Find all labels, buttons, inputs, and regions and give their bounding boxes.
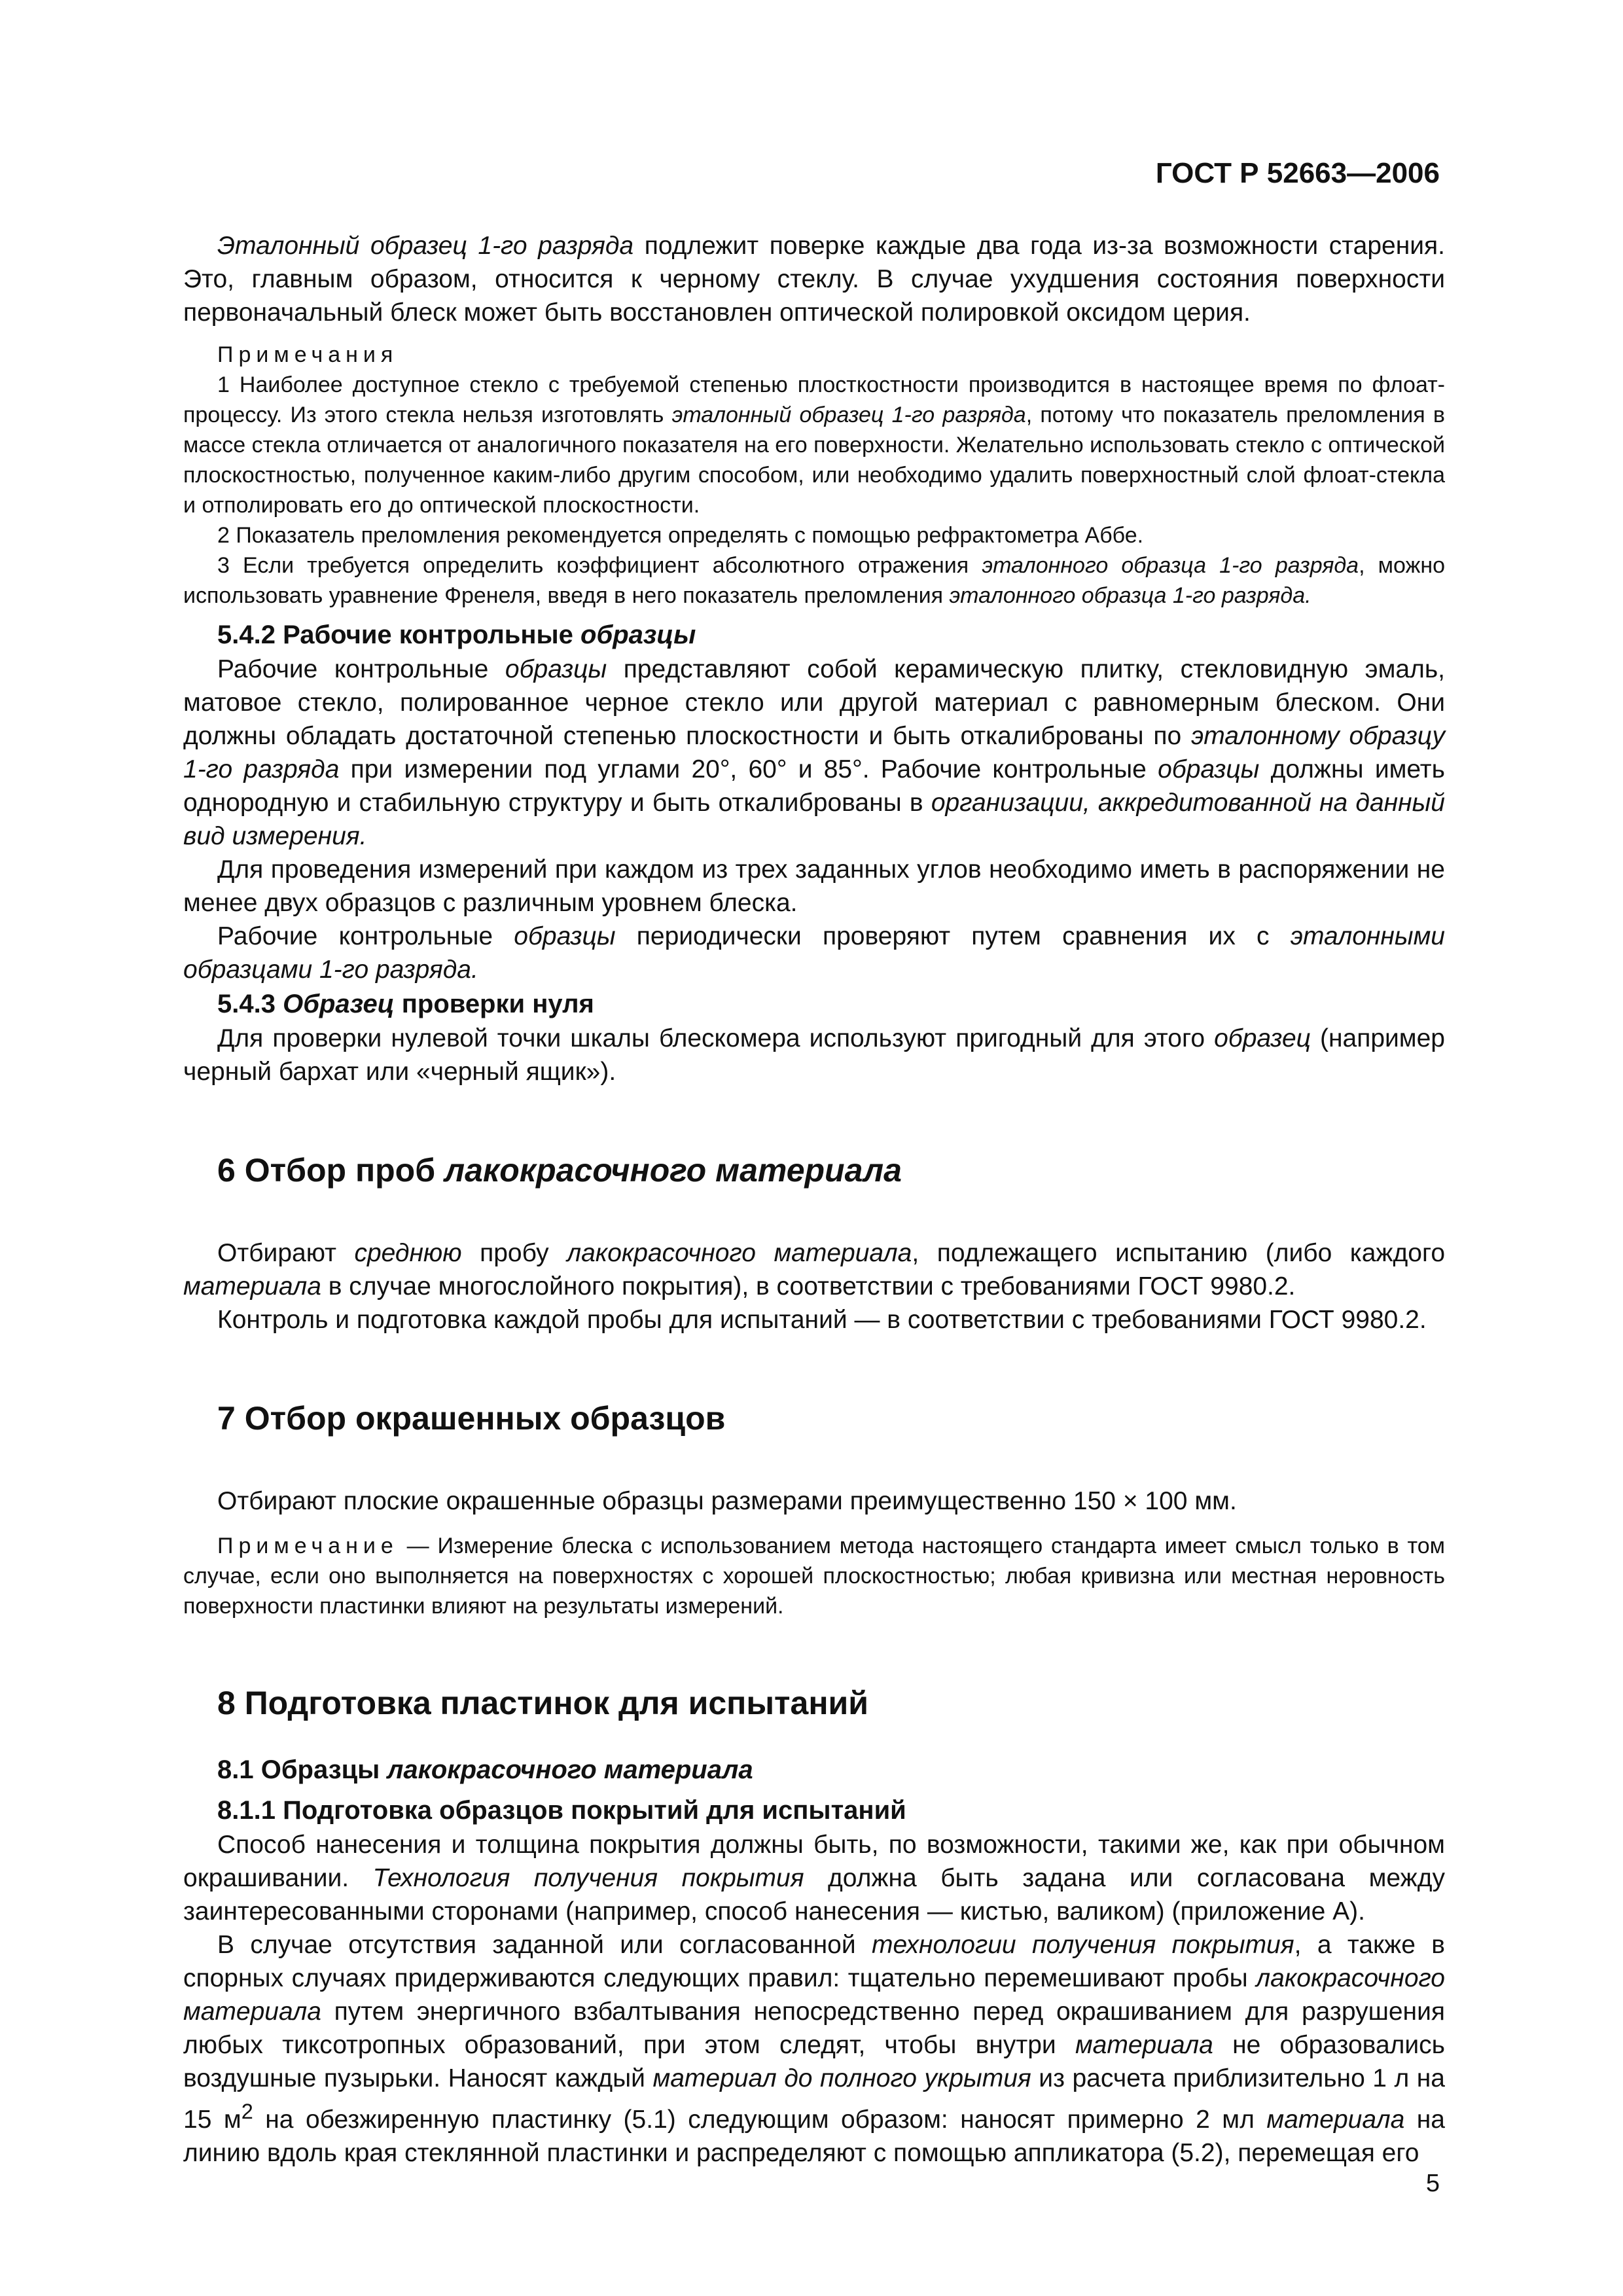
note-1: 1 Наиболее доступное стекло с требуемой степенью плосткостности производится в настоящее время по флоат-процессу. Из этого стекла нельзя изготовлять эталонный образец 1-го разряда, потому что показатель преломления в массе стекла отличается от аналогичного показателя на его поверхности. Желательно использовать стекло с оптической плоскостностью, полученное каким-либо другим способом, или необходимо удалить поверхностный слой флоат-стекла и отполировать его до оптической плоскостности. (183, 372, 1445, 518)
section-5-4-2-heading: 5.4.2 Рабочие контрольные образцы (217, 620, 696, 649)
section-8-1-1-heading: 8.1.1 Подготовка образцов покрытий для испытаний (217, 1796, 906, 1825)
section-5-4-3-heading: 5.4.3 Образец проверки нуля (217, 990, 594, 1018)
note-2: 2 Показатель преломления рекомендуется определять с помощью рефрактометра Аббе. (217, 523, 1144, 548)
page-content (183, 229, 1445, 2170)
section-5-4-2-paragraph-3: Рабочие контрольные образцы периодически проверяют путем сравнения их с эталонными образцами 1-го разряда. (183, 922, 1445, 984)
section-5-4-2-paragraph-1: Рабочие контрольные образцы представляют собой керамическую плитку, стекловидную эмаль, матовое стекло, полированное черное стекло или другой материал с равномерным блеском. Они должны обладать достаточной степенью плоскостности и быть откалиброваны по эталонному образцу 1-го разряда при измерении под углами 20°, 60° и 85°. Рабочие контрольные образцы должны иметь однородную и стабильную структуру и быть откалиброваны в организации, аккредитованной на данный вид измерения. (183, 655, 1445, 850)
section-6-paragraph-1: Отбирают среднюю пробу лакокрасочного материала, подлежащего испытанию (либо каждого материала в случае многослойного покрытия), в соответствии с требованиями ГОСТ 9980.2. (183, 1239, 1446, 1300)
notes-heading: Примечания (217, 342, 399, 367)
section-5-4-3-paragraph: Для проверки нулевой точки шкалы блескомера используют пригодный для этого образец (например черный бархат или «черный ящик»). (183, 1024, 1445, 1086)
section-6-paragraph-2: Контроль и подготовка каждой пробы для испытаний — в соответствии с требованиями ГОСТ 9980.2. (217, 1306, 1427, 1334)
section-8-heading: 8 Подготовка пластинок для испытаний (217, 1685, 868, 1721)
paragraph-reference-sample: Эталонный образец 1-го разряда подлежит поверке каждые два года из-за возможности старения. Это, главным образом, относится к черному стеклу. В случае ухудшения состояния поверхности первоначальный блеск может быть восстановлен оптической полировкой оксидом церия. (183, 232, 1445, 327)
section-7-note: Примечание — Измерение блеска с использованием метода настоящего стандарта имеет смысл только в том случае, если оно выполняется на поверхностях с хорошей плоскостностью; любая кривизна или местная неровность поверхности пластинки влияют на результаты измерений. (183, 1534, 1445, 1619)
section-7-heading: 7 Отбор окрашенных образцов (217, 1400, 726, 1437)
document-id-header: ГОСТ Р 52663—2006 (1155, 157, 1440, 189)
section-7-paragraph: Отбирают плоские окрашенные образцы размерами преимущественно 150 × 100 мм. (217, 1487, 1237, 1515)
section-5-4-2-paragraph-2: Для проведения измерений при каждом из трех заданных углов необходимо иметь в распоряжении не менее двух образцов с различным уровнем блеска. (183, 855, 1445, 917)
italic-term: Эталонный образец 1-го разряда (217, 232, 634, 260)
section-8-1-1-paragraph-1: Способ нанесения и толщина покрытия должны быть, по возможности, такими же, как при обычном окрашивании. Технология получения покрытия должна быть задана или согласована между заинтересованными сторонами (например, способ нанесения — кистью, валиком) (приложение А). (183, 1831, 1445, 1926)
page-number: 5 (1425, 2170, 1440, 2197)
note-3: 3 Если требуется определить коэффициент абсолютного отражения эталонного образца 1-го разряда, можно использовать уравнение Френеля, введя в него показатель преломления эталонного образца 1-го разряда. (183, 553, 1446, 608)
section-8-1-heading: 8.1 Образцы лакокрасочного материала (217, 1755, 753, 1784)
section-8-1-1-paragraph-2: В случае отсутствия заданной или согласованной технологии получения покрытия, а также в спорных случаях придерживаются следующих правил: тщательно перемешивают пробы лакокрасочного материала путем энергичного взбалтывания непосредственно перед окрашиванием для разрушения любых тиксотропных образований, при этом следят, чтобы внутри материала не образовались воздушные пузырьки. Наносят каждый материал до полного укрытия из расчета приблизительно 1 л на 15 $м^2$ на обезжиренную пластинку (5.1) следующим образом: наносят примерно 2 мл материала на линию вдоль края стеклянной пластинки и распределяют с помощью аппликатора (5.2), перемещая его (183, 1931, 1446, 2167)
section-6-heading: 6 Отбор проб лакокрасочного материала (217, 1152, 902, 1189)
